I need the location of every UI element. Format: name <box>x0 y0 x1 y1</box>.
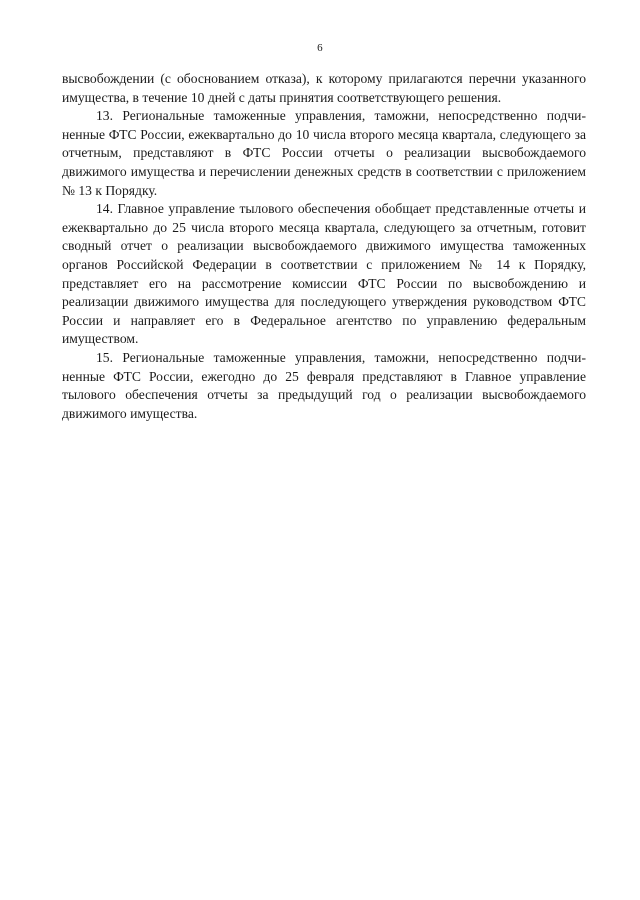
paragraph-15: 15. Региональные таможенные управления, таможни, непосредственно подчиненные ФТС России, ежегодно до 25 февраля представляют в Главное управление тылового обеспечения отчеты за предыдущий год о реализации высвобождаемого движимого имущества. <box>62 349 586 421</box>
page-number: 6 <box>317 42 323 54</box>
document-body <box>62 70 586 423</box>
paragraph-14: 14. Главное управление тылового обеспечения обобщает представленные отчеты и ежеквартально до 25 числа второго месяца квартала, следующего за отчетным, готовит сводный отчет о реализации высвобождаемого движимого имущества таможенных органов Российской Федерации в соответствии с приложением № 14 к Порядку, представляет его на рассмотрение комиссии ФТС России по высвобождению и реализации движимого имущества для последующего утверждения руководством ФТС России и направляет его в Федеральное агентство по управлению федеральным имуществом. <box>62 201 586 347</box>
paragraph-13: 13. Региональные таможенные управления, таможни, непосредственно подчиненные ФТС России, ежеквартально до 10 числа второго месяца квартала, следующего за отчетным, представляют в ФТС России отчеты о реализации высвобождаемого движимого имущества и перечислении денежных средств в соответствии с приложением № 13 к Порядку. <box>62 108 586 198</box>
paragraph-continuation: высвобождении (с обоснованием отказа), к которому прилагаются перечни указанного имущества, в течение 10 дней с даты принятия соответствующего решения. <box>62 71 586 105</box>
